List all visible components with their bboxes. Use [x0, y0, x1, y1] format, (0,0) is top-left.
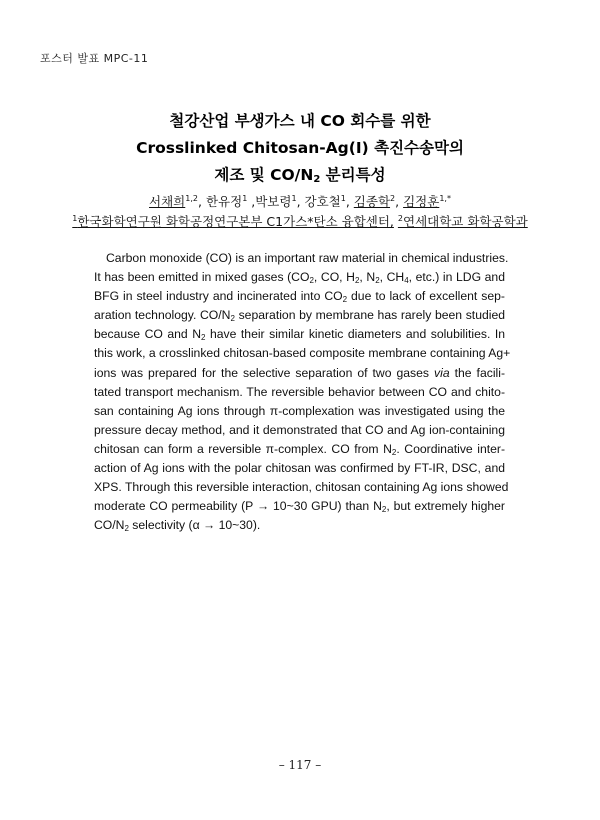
abstract-line: this work, a crosslinked chitosan-based composite membrane containing Ag+: [94, 346, 511, 361]
author-name: 한유정: [205, 194, 243, 209]
author-name: 박보령: [255, 194, 292, 209]
affiliation-2: 연세대학교 화학공학과: [403, 214, 528, 229]
paper-title: [0, 108, 600, 189]
abstract-line: aration technology. $CO/N_2$ separation by membrane has rarely been studied: [94, 308, 506, 324]
session-tag: 포스터 발표 MPC-11: [40, 52, 149, 65]
affiliation-line: $^1$한국화학연구원 화학공정연구본부 C1가스*탄소 융합센터, $^2$연세대학교 화학공학과: [72, 214, 528, 229]
abstract-line: san containing Ag ions through π-complexation was investigated using the: [94, 403, 505, 418]
abstract-line: $CO/N_2$ selectivity (α → 10~30).: [94, 518, 261, 534]
abstract-line: Carbon monoxide (CO) is an important raw material in chemical industries.: [106, 251, 509, 265]
author-name: 강호철: [304, 194, 341, 209]
author-name: 서채희: [149, 194, 186, 209]
abstract-line: pressure decay method, and it demonstrated that CO and Ag ion-containing: [94, 422, 505, 437]
abstract-line: because CO and $N_2$ have their similar kinetic diameters and solubilities. In: [94, 327, 505, 343]
abstract-line: It has been emitted in mixed gases ($CO_2$, CO, $H_2$, $N_2$, $CH_4$, etc.) in LDG and: [94, 270, 505, 286]
title-line-1: 철강산업 부생가스 내 CO 회수를 위한: [169, 112, 431, 130]
page-number: – 117 –: [278, 758, 322, 772]
author-block: [0, 192, 600, 232]
abstract-body: [94, 249, 511, 535]
author-name: 김종학: [353, 194, 391, 209]
abstract-line: action of Ag ions with the polar chitosan was confirmed by FT-IR, DSC, and: [94, 461, 505, 476]
abstract-line: XPS. Through this reversible interaction, chitosan containing Ag ions showed: [94, 480, 509, 495]
author-name: 김정훈: [403, 194, 440, 209]
title-line-3: 제조 및 $CO/N_2$ 분리특성: [214, 166, 386, 185]
title-line-2: Crosslinked Chitosan-Ag(I) 촉진수송막의: [136, 139, 464, 157]
abstract-line: ions was prepared for the selective separation of two gases via the facili-: [94, 365, 506, 380]
abstract-line: moderate CO permeability (P → 10~30 GPU) than $N_2$, but extremely higher: [94, 499, 505, 515]
affiliation-1: 한국화학연구원 화학공정연구본부 C1가스*탄소 융합센터,: [77, 214, 394, 229]
abstract-line: chitosan can form a reversible π-complex. CO from $N_2$. Coordinative inter-: [94, 441, 505, 457]
abstract-line: BFG in steel industry and incinerated into $CO_2$ due to lack of excellent sep-: [94, 289, 505, 305]
author-list: 서채희$^{1,2}$, 한유정$^1$ ,박보령$^1$, 강호철$^1$, 김종학$^2$, 김정훈$^{1,*}$: [149, 194, 451, 209]
abstract-line: tated transport mechanism. The reversible behavior between CO and chito-: [94, 384, 505, 399]
